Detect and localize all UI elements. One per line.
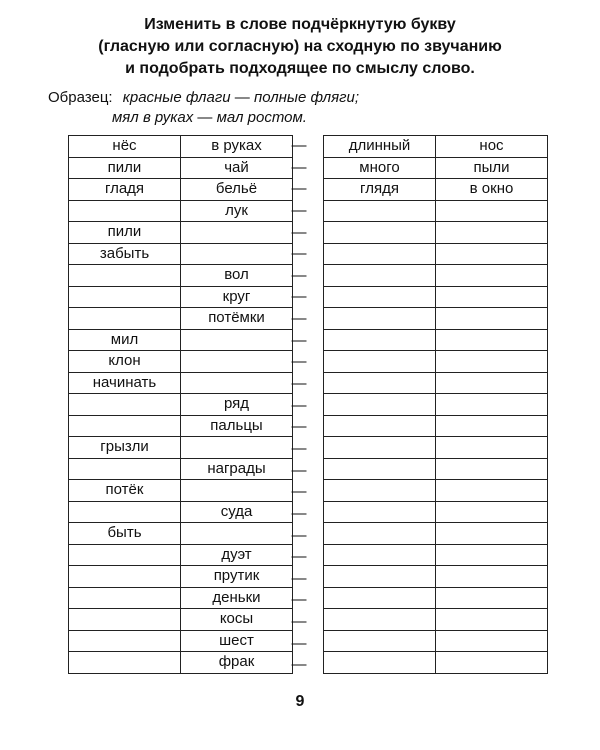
- word-cell[interactable]: [69, 415, 181, 437]
- left-table-row: [69, 587, 293, 609]
- left-table-row: [69, 501, 293, 523]
- word-cell[interactable]: [69, 566, 181, 588]
- word-cell[interactable]: [324, 566, 436, 588]
- word-cell[interactable]: [324, 308, 436, 330]
- phrase-cell[interactable]: [436, 286, 548, 308]
- row-dash: —: [291, 375, 307, 393]
- row-dash: —: [291, 396, 307, 414]
- row-dash: —: [291, 353, 307, 371]
- phrase-cell[interactable]: [436, 480, 548, 502]
- phrase-cell[interactable]: [436, 372, 548, 394]
- sample-word: полные: [253, 89, 307, 106]
- row-dash: —: [291, 223, 307, 241]
- word-cell[interactable]: много: [324, 157, 436, 179]
- row-dash: —: [291, 483, 307, 501]
- right-table-row: [324, 587, 548, 609]
- left-table-row: [69, 566, 293, 588]
- row-dash: —: [291, 245, 307, 263]
- phrase-cell[interactable]: [181, 523, 293, 545]
- word-cell[interactable]: [324, 200, 436, 222]
- row-dash: —: [291, 548, 307, 566]
- left-table-row: [69, 308, 293, 330]
- phrase-cell[interactable]: деньки: [181, 587, 293, 609]
- sample-word: ростом.: [247, 109, 307, 126]
- right-table-row: [324, 265, 548, 287]
- phrase-cell[interactable]: шест: [181, 630, 293, 652]
- sample-dash: —: [197, 109, 213, 126]
- word-cell[interactable]: [69, 544, 181, 566]
- sample-word: мял: [112, 109, 139, 126]
- word-cell[interactable]: нёс: [69, 136, 181, 158]
- sample-word: красные: [122, 89, 182, 106]
- row-dash: —: [291, 656, 307, 674]
- phrase-cell[interactable]: [181, 222, 293, 244]
- word-cell[interactable]: мил: [69, 329, 181, 351]
- word-cell[interactable]: [324, 480, 436, 502]
- row-dash: —: [291, 180, 307, 198]
- right-table-row: [324, 480, 548, 502]
- row-dash: —: [291, 201, 307, 219]
- right-table-row: [324, 415, 548, 437]
- phrase-cell[interactable]: [436, 566, 548, 588]
- phrase-cell[interactable]: [436, 523, 548, 545]
- phrase-cell[interactable]: [436, 308, 548, 330]
- row-dash: —: [291, 266, 307, 284]
- sample-label: Образец:: [48, 89, 113, 106]
- right-table-row: [324, 609, 548, 631]
- right-table-row: [324, 566, 548, 588]
- left-table-row: [69, 136, 293, 158]
- right-table-row: [324, 523, 548, 545]
- phrase-cell[interactable]: прутик: [181, 566, 293, 588]
- word-cell[interactable]: [69, 609, 181, 631]
- phrase-cell[interactable]: ряд: [181, 394, 293, 416]
- phrase-cell[interactable]: [436, 587, 548, 609]
- word-cell[interactable]: потёк: [69, 480, 181, 502]
- right-table-row: [324, 437, 548, 459]
- word-cell[interactable]: забыть: [69, 243, 181, 265]
- word-cell[interactable]: [324, 523, 436, 545]
- right-table-row: [324, 308, 548, 330]
- phrase-cell[interactable]: [436, 652, 548, 674]
- word-cell[interactable]: начинать: [69, 372, 181, 394]
- instruction-line-2: (гласную или согласную) на сходную по звучанию: [98, 38, 502, 55]
- row-dash: —: [291, 461, 307, 479]
- row-dash: —: [291, 526, 307, 544]
- instruction-line-1: Изменить в слове подчёркнутую букву: [144, 16, 456, 33]
- left-table-row: [69, 544, 293, 566]
- sample-word: фляги;: [310, 89, 360, 106]
- word-cell[interactable]: клон: [69, 351, 181, 373]
- right-table-row: [324, 394, 548, 416]
- right-table-row: [324, 136, 548, 158]
- left-table-row: [69, 286, 293, 308]
- phrase-cell[interactable]: бельё: [181, 179, 293, 201]
- phrase-cell[interactable]: награды: [181, 458, 293, 480]
- word-cell[interactable]: [69, 652, 181, 674]
- left-table-row: [69, 652, 293, 674]
- row-dash: —: [291, 634, 307, 652]
- word-cell[interactable]: [324, 501, 436, 523]
- phrase-cell[interactable]: пальцы: [181, 415, 293, 437]
- word-cell[interactable]: [324, 458, 436, 480]
- phrase-cell[interactable]: [436, 329, 548, 351]
- row-dash: —: [291, 288, 307, 306]
- word-cell[interactable]: гладя: [69, 179, 181, 201]
- left-table-row: [69, 351, 293, 373]
- word-cell[interactable]: длинный: [324, 136, 436, 158]
- left-table-row: [69, 523, 293, 545]
- phrase-cell[interactable]: потёмки: [181, 308, 293, 330]
- right-table-row: [324, 630, 548, 652]
- phrase-cell[interactable]: лук: [181, 200, 293, 222]
- right-table-row: [324, 200, 548, 222]
- right-table-row: [324, 329, 548, 351]
- left-table-row: [69, 609, 293, 631]
- word-cell[interactable]: пили: [69, 157, 181, 179]
- word-cell[interactable]: [324, 329, 436, 351]
- phrase-cell[interactable]: вол: [181, 265, 293, 287]
- phrase-cell[interactable]: в руках: [181, 136, 293, 158]
- word-cell[interactable]: быть: [69, 523, 181, 545]
- sample-line-1: [48, 88, 359, 108]
- phrase-cell[interactable]: [181, 243, 293, 265]
- sample-line-2: [112, 108, 307, 128]
- left-table-row: [69, 437, 293, 459]
- phrase-cell[interactable]: [436, 222, 548, 244]
- left-table-row: [69, 329, 293, 351]
- sample-word: в руках: [142, 109, 194, 126]
- right-table-row: [324, 222, 548, 244]
- word-cell[interactable]: [69, 501, 181, 523]
- left-table-row: [69, 480, 293, 502]
- phrase-cell[interactable]: круг: [181, 286, 293, 308]
- row-dash: —: [291, 613, 307, 631]
- left-table-row: [69, 458, 293, 480]
- word-cell[interactable]: [324, 286, 436, 308]
- left-table-row: [69, 372, 293, 394]
- word-cell[interactable]: [324, 415, 436, 437]
- phrase-cell[interactable]: [436, 200, 548, 222]
- dash-column: [290, 135, 308, 676]
- page-number: 9: [295, 693, 305, 710]
- right-table-row: [324, 351, 548, 373]
- word-cell[interactable]: пили: [69, 222, 181, 244]
- word-cell[interactable]: [324, 265, 436, 287]
- right-table-row: [324, 179, 548, 201]
- instruction-line-3: и подобрать подходящее по смыслу слово.: [125, 60, 475, 77]
- phrase-cell[interactable]: в окно: [436, 179, 548, 201]
- phrase-cell[interactable]: [181, 437, 293, 459]
- row-dash: —: [291, 137, 307, 154]
- phrase-cell[interactable]: чай: [181, 157, 293, 179]
- phrase-cell[interactable]: [436, 609, 548, 631]
- word-cell[interactable]: [324, 544, 436, 566]
- phrase-cell[interactable]: [181, 329, 293, 351]
- phrase-cell[interactable]: [436, 630, 548, 652]
- sample-dash: —: [234, 89, 250, 106]
- phrase-cell[interactable]: [436, 415, 548, 437]
- right-answer-table: [323, 135, 548, 674]
- word-cell[interactable]: [324, 630, 436, 652]
- right-table-row: [324, 458, 548, 480]
- right-table-row: [324, 372, 548, 394]
- left-table-row: [69, 222, 293, 244]
- phrase-cell[interactable]: [436, 458, 548, 480]
- word-cell[interactable]: [324, 243, 436, 265]
- left-table-row: [69, 394, 293, 416]
- word-cell[interactable]: [324, 437, 436, 459]
- phrase-cell[interactable]: дуэт: [181, 544, 293, 566]
- word-cell[interactable]: [69, 630, 181, 652]
- word-cell[interactable]: [69, 200, 181, 222]
- phrase-cell[interactable]: [181, 351, 293, 373]
- row-dash: —: [291, 158, 307, 176]
- row-dash: —: [291, 331, 307, 349]
- phrase-cell[interactable]: нос: [436, 136, 548, 158]
- phrase-cell[interactable]: [436, 394, 548, 416]
- phrase-cell[interactable]: пыли: [436, 157, 548, 179]
- left-table-row: [69, 415, 293, 437]
- word-cell[interactable]: [69, 286, 181, 308]
- left-table-row: [69, 157, 293, 179]
- row-dash: —: [291, 310, 307, 328]
- phrase-cell[interactable]: [436, 265, 548, 287]
- phrase-cell[interactable]: [436, 501, 548, 523]
- phrase-cell[interactable]: [436, 437, 548, 459]
- word-cell[interactable]: [324, 394, 436, 416]
- phrase-cell[interactable]: суда: [181, 501, 293, 523]
- row-dash: —: [291, 591, 307, 609]
- phrase-cell[interactable]: [181, 480, 293, 502]
- phrase-cell[interactable]: [436, 351, 548, 373]
- word-cell[interactable]: [69, 265, 181, 287]
- sample-word: мал: [216, 109, 244, 126]
- left-table-row: [69, 200, 293, 222]
- word-cell[interactable]: [324, 222, 436, 244]
- word-cell[interactable]: [324, 609, 436, 631]
- right-table-row: [324, 544, 548, 566]
- word-cell[interactable]: [324, 587, 436, 609]
- phrase-cell[interactable]: [181, 372, 293, 394]
- word-cell[interactable]: глядя: [324, 179, 436, 201]
- phrase-cell[interactable]: [436, 243, 548, 265]
- row-dash: —: [291, 569, 307, 587]
- right-table-row: [324, 652, 548, 674]
- right-table-row: [324, 286, 548, 308]
- word-cell[interactable]: [324, 652, 436, 674]
- word-cell[interactable]: грызли: [69, 437, 181, 459]
- left-table-row: [69, 243, 293, 265]
- exercise-instruction: [0, 14, 600, 80]
- word-cell[interactable]: [324, 372, 436, 394]
- word-cell[interactable]: [69, 458, 181, 480]
- word-cell[interactable]: [69, 394, 181, 416]
- left-table-row: [69, 179, 293, 201]
- word-cell[interactable]: [69, 308, 181, 330]
- right-table-row: [324, 501, 548, 523]
- row-dash: —: [291, 439, 307, 457]
- sample-word: флаги: [185, 89, 231, 106]
- phrase-cell[interactable]: косы: [181, 609, 293, 631]
- word-cell[interactable]: [324, 351, 436, 373]
- row-dash: —: [291, 418, 307, 436]
- phrase-cell[interactable]: [436, 544, 548, 566]
- left-word-table: [68, 135, 293, 674]
- word-cell[interactable]: [69, 587, 181, 609]
- phrase-cell[interactable]: фрак: [181, 652, 293, 674]
- row-dash: —: [291, 504, 307, 522]
- left-table-row: [69, 265, 293, 287]
- left-table-row: [69, 630, 293, 652]
- right-table-row: [324, 243, 548, 265]
- right-table-row: [324, 157, 548, 179]
